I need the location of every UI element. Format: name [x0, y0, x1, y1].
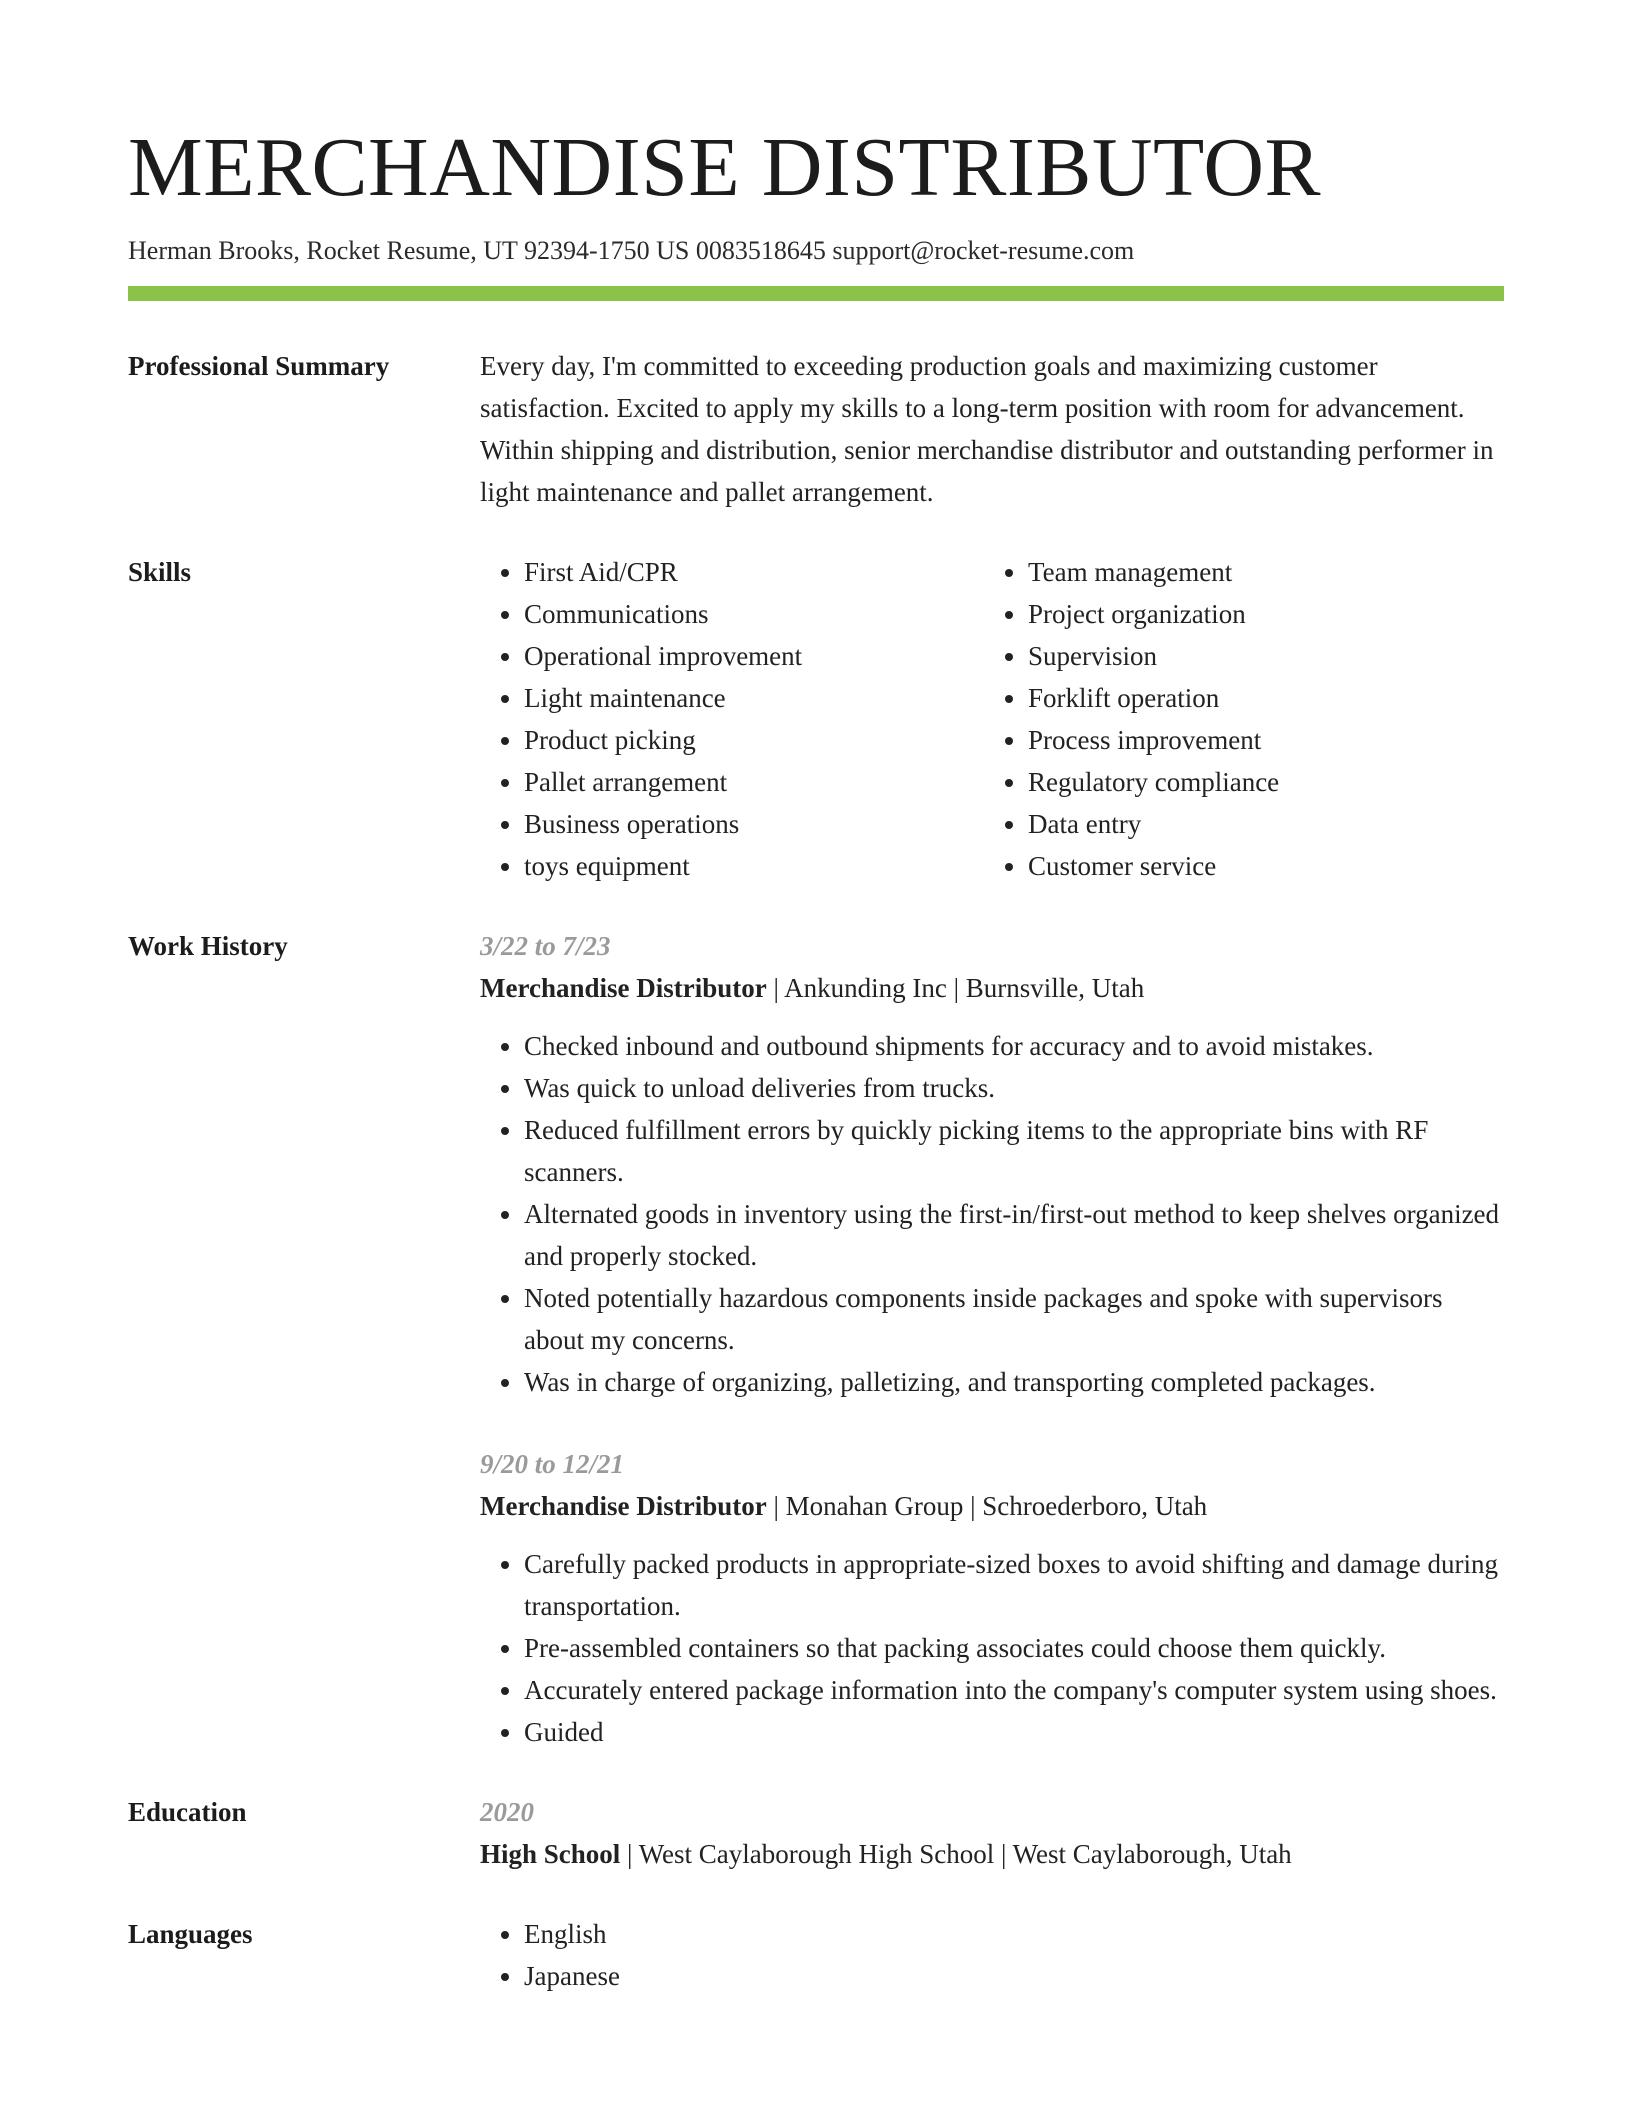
job-bullet: • Alternated goods in inventory using the first-in/first-out method to keep shelves organized and properly stocked.	[524, 1193, 1504, 1277]
job-bullets	[480, 1543, 1504, 1753]
job-bullet: • Reduced fulfillment errors by quickly picking items to the appropriate bins with RF scanners.	[524, 1109, 1504, 1193]
summary-text: Every day, I'm committed to exceeding production goals and maximizing customer satisfaction. Excited to apply my skills to a long-term position with room for advancement. Within shipping and distribution, senior merchandise distributor and outstanding performer in light maintenance and pallet arrangement.	[480, 351, 1494, 507]
job-bullets	[480, 1025, 1504, 1403]
education-details: | West Caylaborough High School | West Caylaborough, Utah	[620, 1839, 1292, 1869]
skills-section	[128, 551, 1504, 887]
skill-item: • Forklift operation	[1028, 677, 1488, 719]
job-bullet: • Guided	[524, 1711, 1504, 1753]
skill-item: • Data entry	[1028, 803, 1488, 845]
job-bullet: • Noted potentially hazardous components inside packages and spoke with supervisors about my concerns.	[524, 1277, 1504, 1361]
skill-item: • Operational improvement	[524, 635, 984, 677]
skill-item: • Customer service	[1028, 845, 1488, 887]
education-heading	[480, 1833, 1504, 1875]
header-divider	[128, 286, 1504, 301]
job-details: | Monahan Group | Schroederboro, Utah	[766, 1491, 1208, 1521]
skills-list-col2	[984, 551, 1488, 887]
job-date: 9/20 to 12/21	[480, 1449, 625, 1479]
job-bullet: • Pre-assembled containers so that packing associates could choose them quickly.	[524, 1627, 1504, 1669]
job-bullet: • Was quick to unload deliveries from trucks.	[524, 1067, 1504, 1109]
skill-item: • Product picking	[524, 719, 984, 761]
section-label-education: Education	[128, 1797, 247, 1827]
job-bullet: • Accurately entered package information into the company's computer system using shoes.	[524, 1669, 1504, 1711]
skill-item: • Regulatory compliance	[1028, 761, 1488, 803]
language-item: • Japanese	[524, 1955, 1504, 1997]
language-item: • English	[524, 1913, 1504, 1955]
resume-title: MERCHANDISE DISTRIBUTOR	[128, 121, 1322, 214]
work-history-section	[128, 925, 1504, 1753]
job-details: | Ankunding Inc | Burnsville, Utah	[766, 973, 1145, 1003]
section-label-skills: Skills	[128, 557, 192, 587]
languages-section	[128, 1913, 1504, 1997]
section-label-languages: Languages	[128, 1919, 253, 1949]
skill-item: • Project organization	[1028, 593, 1488, 635]
skill-item: • Pallet arrangement	[524, 761, 984, 803]
education-title: High School	[480, 1839, 621, 1869]
job-heading	[480, 967, 1504, 1009]
skill-item: • Business operations	[524, 803, 984, 845]
job-title: Merchandise Distributor	[480, 973, 767, 1003]
skill-item: • Supervision	[1028, 635, 1488, 677]
skill-item: • Team management	[1028, 551, 1488, 593]
skill-item: • toys equipment	[524, 845, 984, 887]
education-section	[128, 1791, 1504, 1875]
section-label-summary: Professional Summary	[128, 351, 390, 381]
skills-list-col1	[480, 551, 984, 887]
section-label-work: Work History	[128, 931, 288, 961]
job-bullet: • Carefully packed products in appropriate-sized boxes to avoid shifting and damage during transportation.	[524, 1543, 1504, 1627]
skill-item: • Communications	[524, 593, 984, 635]
skill-item: • First Aid/CPR	[524, 551, 984, 593]
education-date: 2020	[480, 1797, 534, 1827]
skill-item: • Light maintenance	[524, 677, 984, 719]
job-entry	[480, 925, 1504, 1403]
job-date: 3/22 to 7/23	[480, 931, 611, 961]
job-title: Merchandise Distributor	[480, 1491, 767, 1521]
job-bullet: • Checked inbound and outbound shipments for accuracy and to avoid mistakes.	[524, 1025, 1504, 1067]
job-entry	[480, 1443, 1504, 1753]
job-bullet: • Was in charge of organizing, palletizing, and transporting completed packages.	[524, 1361, 1504, 1403]
job-heading	[480, 1485, 1504, 1527]
languages-list	[480, 1913, 1504, 1997]
skill-item: • Process improvement	[1028, 719, 1488, 761]
summary-section	[128, 345, 1504, 513]
contact-line: Herman Brooks, Rocket Resume, UT 92394-1750 US 0083518645 support@rocket-resume.com	[128, 236, 1135, 265]
